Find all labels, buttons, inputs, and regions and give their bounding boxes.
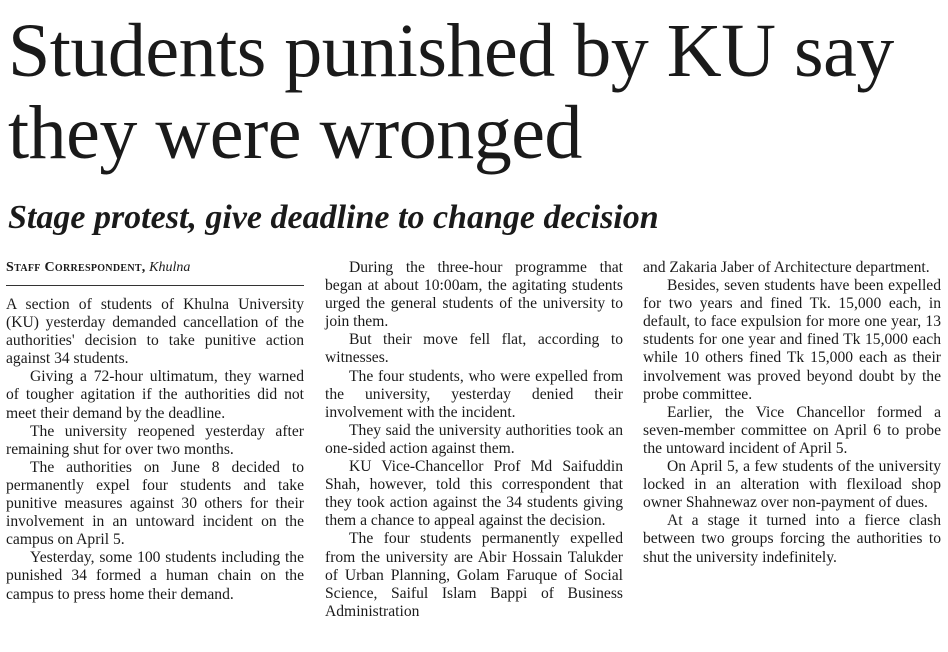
article-column-1 xyxy=(6,259,304,604)
paragraph: But their move fell flat, according to witnesses. xyxy=(325,331,623,367)
paragraph: Earlier, the Vice Chancellor formed a seven-member committee on April 6 to probe the untoward incident of April 5. xyxy=(643,403,941,457)
byline-location: Khulna xyxy=(149,260,191,275)
paragraph: Giving a 72-hour ultimatum, they warned of tougher agitation if the authorities did not meet their demand by the deadline. xyxy=(6,368,304,422)
headline: Students punished by KU say they were wronged xyxy=(8,9,894,175)
paragraph: The authorities on June 8 decided to permanently expel four students and take punitive measures against 30 others for their involvement in an untoward incident on the campus on April 5. xyxy=(6,458,304,549)
paragraph: During the three-hour programme that began at about 10:00am, the agitating students urged the general students of the university to join them. xyxy=(325,259,623,331)
paragraph: A section of students of Khulna University (KU) yesterday demanded cancellation of the authorities' decision to take punitive action against 34 students. xyxy=(6,296,304,368)
byline-author: Staff Correspondent, xyxy=(6,260,146,275)
paragraph: KU Vice-Chancellor Prof Md Saifuddin Shah, however, told this correspondent that they took action against the 34 students giving them a chance to appeal against the decision. xyxy=(325,458,623,530)
paragraph: Besides, seven students have been expelled for two years and fined Tk. 15,000 each, in default, to face expulsion for more one year, 13 students for one year and fined Tk 15,000 each while 10 others fined Tk 15,000 each as their involvement was proved beyond doubt by the probe committee. xyxy=(643,277,941,403)
article-column-2 xyxy=(325,259,623,621)
subheadline: Stage protest, give deadline to change decision xyxy=(8,199,659,236)
paragraph-continued: and Zakaria Jaber of Architecture department. xyxy=(643,259,930,276)
paragraph: At a stage it turned into a fierce clash between two groups forcing the authorities to shut the university indefinitely. xyxy=(643,512,941,566)
paragraph: The four students, who were expelled from the university, yesterday denied their involvement with the incident. xyxy=(325,367,623,421)
paragraph: They said the university authorities took an one-sided action against them. xyxy=(325,421,623,457)
paragraph: The four students permanently expelled from the university are Abir Hossain Talukder of Urban Planning, Golam Faruque of Social Science, Saiful Islam Bappi of Business Administration xyxy=(325,530,623,620)
byline xyxy=(6,259,304,286)
paragraph: The university reopened yesterday after remaining shut for over two months. xyxy=(6,422,304,458)
paragraph: On April 5, a few students of the university locked in an alteration with flexiload shop owner Shahnewaz over non-payment of dues. xyxy=(643,458,941,512)
paragraph: Yesterday, some 100 students including the punished 34 formed a human chain on the campus to press home their demand. xyxy=(6,549,304,603)
article-column-3 xyxy=(643,259,941,567)
